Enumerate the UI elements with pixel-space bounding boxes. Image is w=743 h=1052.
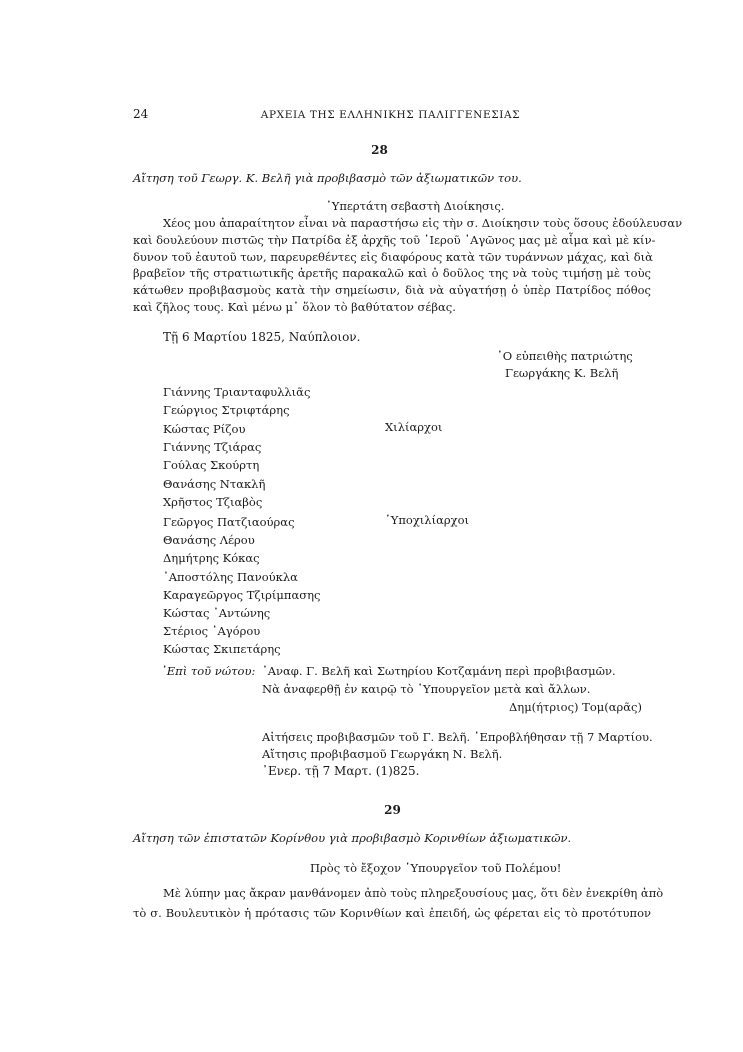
- archival-note: ᾿Ενερ. τῇ 7 Μαρτ. (1)825.: [262, 764, 420, 778]
- name-list-group2: [163, 420, 265, 511]
- body-line: κάτωθεν προβιβασμοὺς κατὰ τὴν σημείωσιν, διὰ νὰ αὐγατήσῃ ὁ ὑπὲρ Πατρίδος πόθος: [133, 283, 651, 298]
- officer-name: Καραγεῶργος Τζιρίμπασης: [163, 587, 321, 602]
- page-number: 24: [133, 107, 149, 121]
- officer-name: Χρῆστος Τζιαβὸς: [163, 494, 263, 509]
- body-line: καὶ δουλεύουν πιστῶς τὴν Πατρίδα ἐξ ἀρχῆς τοῦ ῾Ιεροῦ ᾿Αγῶνος μας μὲ αἷμα καὶ μὲ κίν-: [133, 232, 656, 247]
- date-place: Τῇ 6 Μαρτίου 1825, Ναύπλοιον.: [163, 330, 361, 344]
- officer-name: Κώστας Ρίζου: [163, 422, 246, 436]
- officer-name: Γιάννης Τριανταφυλλιᾶς: [163, 385, 311, 399]
- body-line: Μὲ λύπην μας ἄκραν μανθάνομεν ἀπὸ τοὺς πληρεξουσίους μας, ὅτι δὲν ἐνεκρίθη ἀπὸ: [163, 886, 664, 900]
- signature-line: ῾Ο εὐπειθὴς πατριώτης: [497, 349, 633, 363]
- rank-label: Χιλίαρχοι: [385, 420, 443, 434]
- salutation: Πρὸς τὸ ἔξοχον ῾Υπουργεῖον τοῦ Πολέμου!: [310, 861, 562, 875]
- document-number: 29: [384, 803, 401, 817]
- officer-name: Γεώργιος Στριφτάρης: [163, 403, 290, 418]
- body-line: βραβεῖον τῆς στρατιωτικῆς ἀρετῆς παρακαλῶ καὶ ὁ δοῦλος της νὰ τοὺς τιμήσῃ μὲ τοὺς: [133, 266, 651, 281]
- running-title: ΑΡΧΕΙΑ ΤΗΣ ΕΛΛΗΝΙΚΗΣ ΠΑΛΙΓΓΕΝΕΣΙΑΣ: [260, 109, 521, 121]
- officer-name: Γεῶργος Πατζιαούρας: [163, 515, 295, 529]
- document-title: Αἴτηση τῶν ἐπιστατῶν Κορίνθου γιὰ προβιβασμὸ Κορινθίων ἀξιωματικῶν.: [133, 831, 572, 845]
- letter-body: [133, 883, 664, 923]
- archival-note: Αἰτήσεις προβιβασμῶν τοῦ Γ. Βελῆ. ᾿Επροβλήθησαν τῇ 7 Μαρτίου.: [262, 730, 653, 744]
- document-title: Αἴτηση τοῦ Γεωργ. Κ. Βελῆ γιὰ προβιβασμὸ τῶν ἀξιωματικῶν του.: [133, 171, 522, 185]
- verso-label: ᾿Επὶ τοῦ νώτου:: [161, 664, 256, 678]
- officer-name: Δημήτρης Κόκας: [163, 551, 260, 566]
- name-list-group3: [163, 513, 320, 659]
- officer-name: ᾿Αποστόλης Πανούκλα: [163, 569, 298, 584]
- body-line: καὶ ζῆλος τους. Καὶ μένω μ᾽ ὅλον τὸ βαθύτατον σέβας.: [133, 299, 456, 314]
- name-list-group1: [163, 383, 310, 419]
- verso-note: Νὰ ἀναφερθῇ ἐν καιρῷ τὸ ῾Υπουργεῖον μετὰ καὶ ἄλλων.: [262, 682, 591, 696]
- officer-name: Κώστας Σκιπετάρης: [163, 642, 281, 657]
- letter-body: [133, 215, 683, 316]
- body-line: Χέος μου ἀπαραίτητον εἶναι νὰ παραστήσω εἰς τὴν σ. Διοίκησιν τοὺς ὅσους ἐδούλευσαν: [163, 216, 683, 230]
- archival-note: Αἴτησις προβιβασμοῦ Γεωργάκη Ν. Βελῆ.: [262, 747, 503, 761]
- signature-name: Γεωργάκης Κ. Βελῆ: [505, 366, 619, 380]
- rank-label: ῾Υποχιλίαρχοι: [385, 513, 470, 527]
- document-number: 28: [371, 143, 388, 157]
- officer-name: Γούλας Σκούρτη: [163, 458, 260, 473]
- body-line: τὸ σ. Βουλευτικὸν ἡ πρότασις τῶν Κορινθίων καὶ ἐπειδή, ὡς φέρεται εἰς τὸ προτότυπον: [133, 906, 651, 920]
- verso-signature: Δημ(ήτριος) Τομ(αρᾶς): [509, 700, 642, 714]
- body-line: δυνον τοῦ ἑαυτοῦ των, παρευρεθέντες εἰς διαφόρους κατὰ τῶν τυράννων μάχας, καὶ διὰ: [133, 249, 653, 264]
- verso-note: ᾿Αναφ. Γ. Βελῆ καὶ Σωτηρίου Κοτζαμάνη περὶ προβιβασμῶν.: [262, 664, 616, 678]
- officer-name: Θανάσης Λέρου: [163, 533, 255, 548]
- officer-name: Γιάννης Τζιάρας: [163, 440, 262, 455]
- officer-name: Στέριος ᾿Αγόρου: [163, 624, 261, 639]
- salutation: ῾Υπερτάτη σεβαστὴ Διοίκησις.: [326, 199, 505, 213]
- officer-name: Θανάσης Ντακλῆ: [163, 476, 266, 491]
- officer-name: Κώστας ᾿Αντώνης: [163, 606, 271, 621]
